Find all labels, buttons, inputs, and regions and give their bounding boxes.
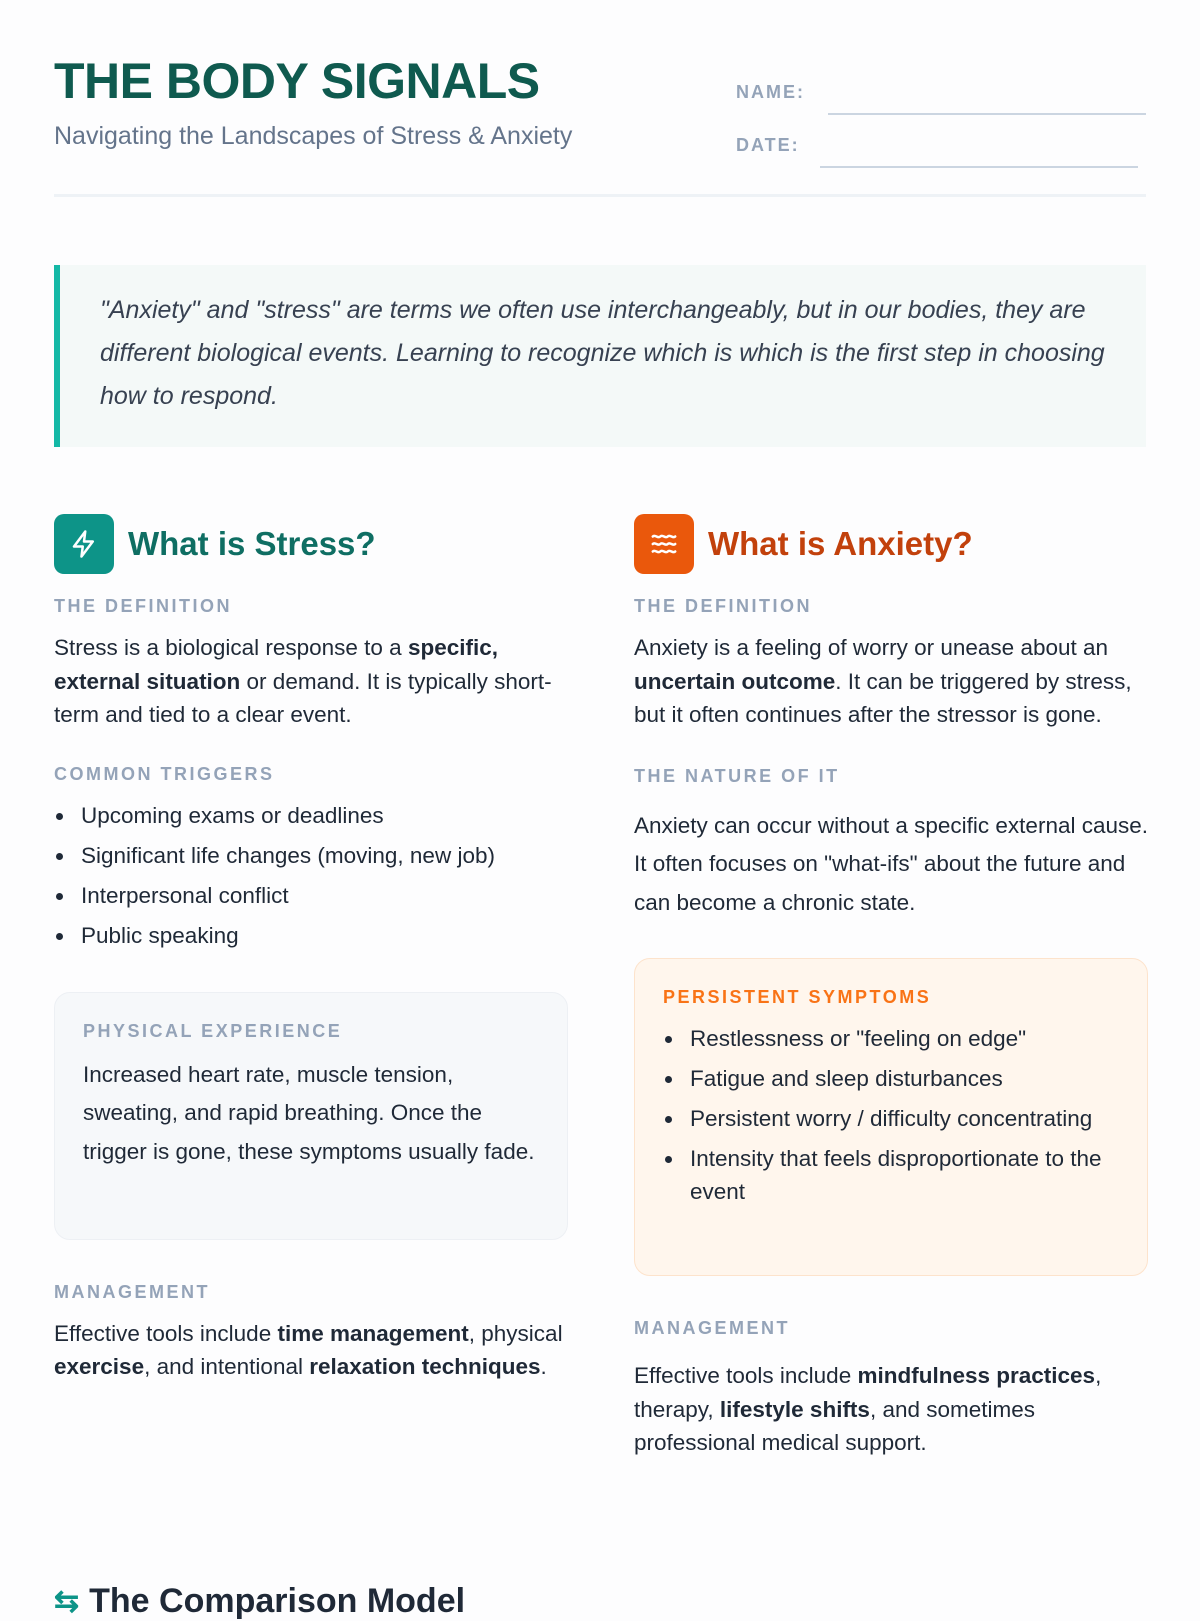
student-fields	[736, 62, 1146, 168]
physical-label: PHYSICAL EXPERIENCE	[83, 1020, 343, 1041]
anxiety-title: What is Anxiety?	[708, 525, 973, 562]
intro-quote-text: "Anxiety" and "stress" are terms we often use interchangeably, but in our bodies, they are different biological events. Learning to recognize which is which is the first step in choosing how to respond.	[100, 296, 1105, 410]
list-item: Persistent worry / difficulty concentrating	[663, 1102, 1119, 1135]
anxiety-column	[634, 514, 1148, 1460]
name-field[interactable]	[828, 85, 1146, 115]
symptoms-list	[663, 1022, 1119, 1208]
anxiety-definition: Anxiety is a feeling of worry or unease about an uncertain outcome. It can be triggered by stress, but it often continues after the stressor is gone.	[634, 635, 1132, 727]
waves-icon	[634, 514, 694, 574]
list-item: Intensity that feels disproportionate to the event	[663, 1142, 1119, 1208]
anxiety-nature: Anxiety can occur without a specific external cause. It often focuses on "what-ifs" about the future and can become a chronic state.	[634, 812, 1149, 915]
stress-title: What is Stress?	[128, 525, 376, 562]
stress-definition-label: THE DEFINITION	[54, 596, 232, 616]
stress-triggers-label: COMMON TRIGGERS	[54, 763, 275, 784]
physical-experience-box	[54, 992, 568, 1240]
date-label: DATE:	[736, 135, 800, 155]
comparison-title: The Comparison Model	[89, 1582, 466, 1620]
stress-management: Effective tools include time management, physical exercise, and intentional relaxation techniques.	[54, 1320, 563, 1379]
page-title: THE BODY SIGNALS	[54, 53, 540, 109]
anxiety-management: Effective tools include mindfulness practices, therapy, lifestyle shifts, and sometimes professional medical support.	[634, 1363, 1102, 1455]
stress-column	[54, 514, 568, 1384]
anxiety-management-label: MANAGEMENT	[634, 1318, 790, 1338]
page-header	[54, 52, 1146, 197]
name-label: NAME:	[736, 82, 805, 102]
list-item: Public speaking	[54, 919, 568, 952]
comparison-section-heading	[54, 1582, 465, 1621]
intro-quote	[54, 265, 1146, 447]
list-item: Interpersonal conflict	[54, 879, 568, 912]
page-subtitle: Navigating the Landscapes of Stress & Anxiety	[54, 122, 573, 150]
lightning-icon	[54, 514, 114, 574]
anxiety-nature-label: THE NATURE OF IT	[634, 765, 840, 786]
date-field[interactable]	[820, 138, 1138, 168]
persistent-symptoms-box	[634, 958, 1148, 1276]
list-item: Upcoming exams or deadlines	[54, 799, 568, 832]
symptoms-label: PERSISTENT SYMPTOMS	[663, 987, 932, 1007]
list-item: Significant life changes (moving, new job)	[54, 839, 568, 872]
list-item: Fatigue and sleep disturbances	[663, 1062, 1119, 1095]
arrows-exchange-icon: ⇆	[54, 1585, 80, 1618]
stress-management-label: MANAGEMENT	[54, 1281, 210, 1302]
physical-text: Increased heart rate, muscle tension, sweating, and rapid breathing. Once the trigger is gone, these symptoms usually fade.	[83, 1061, 535, 1164]
list-item: Restlessness or "feeling on edge"	[663, 1022, 1119, 1055]
anxiety-definition-label: THE DEFINITION	[634, 596, 812, 616]
stress-triggers-list	[54, 799, 568, 952]
stress-definition: Stress is a biological response to a specific, external situation or demand. It is typically short-term and tied to a clear event.	[54, 635, 552, 727]
